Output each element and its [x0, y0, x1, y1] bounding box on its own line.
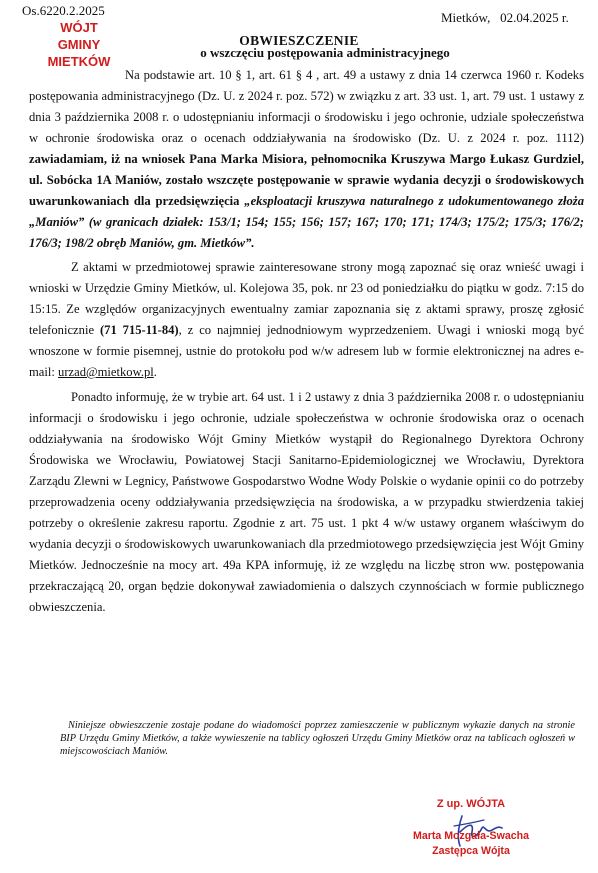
document-subtitle: o wszczęciu postępowania administracyjnego	[200, 45, 450, 60]
paragraph-access-text2: , z co najmniej jednodniowym wyprzedzeniem. Uwagi i wnioski mogą być wnoszone w formie pisemnej, ustnie do protokołu pod w/w adresem lub w formie elektronicznej na adres e-mail:	[29, 323, 584, 379]
paragraph-procedure: Ponadto informuję, że w trybie art. 64 ust. 1 i 2 ustawy z dnia 3 października 2008 r. o udostępnianiu informacji o środowisku i jego ochronie, udziale społeczeństwa w ochronie środowiska oraz o ocenach oddziaływania na środowisko Wójt Gminy Mietków wystąpił do Regionalnego Dyrektora Ochrony Środowiska we Wrocławiu, Powiatowej Stacji Sanitarno-Epidemiologicznej we Wrocławiu, Dyrektora Zarządu Zlewni w Legnicy, Państwowe Gospodarstwo Wodne Wody Polskie o wydanie opinii co do potrzeby przeprowadzenia oceny oddziaływania przedsięwzięcia na środowiska, a w przypadku stwierdzenia takiej potrzeby o określenie zakresu raportu. Zgodnie z art. 75 ust. 1 pkt 4 w/w ustawy organem właściwym do wydania decyzji o środowiskowych uwarunkowaniach dla przedmiotowego przedsięwzięcia jest Wójt Gminy Mietków. Jednocześnie na mocy art. 49a KPA informuję, iż ze względu na liczbę stron ww. postępowania przekraczającą 20, organ będzie dokonywał zawiadomienia o dalszych czynnościach w formie publicznego obwieszczenia.	[29, 390, 584, 614]
office-stamp-line2: MIETKÓW	[47, 54, 111, 69]
case-reference: Os.6220.2.2025	[22, 3, 105, 18]
paragraph-notice-project: „eksploatacji kruszywa naturalnego z udokumentowanego złoża „Maniów” (w granicach działek: 153/1; 154; 155; 156; 157; 167; 170; 171; 174/3; 175/2; 175/3; 176/2; 176/3; 198/2 obręb Maniów, gm. Mietków”.	[29, 194, 584, 250]
signatory-role: Zastępca Wójta	[432, 845, 510, 857]
office-stamp-line1: WÓJT GMINY	[57, 20, 101, 52]
paragraph-notice-bold: zawiadamiam, iż na wniosek Pana Marka Misiora, pełnomocnika Kruszywa Margo Łukasz Gurdziel, ul. Sobócka 1A Maniów, zostało wszczęte postępowanie w sprawie wydania decyzji o środowiskowych uwarunkowaniach dla przedsięwzięcia	[29, 152, 584, 208]
signature-zup: Z up. WÓJTA	[436, 798, 506, 810]
paragraph-access-text1: Z aktami w przedmiotowej sprawie zainteresowane strony mogą zapoznać się oraz wnieść uwagi i wnioski w Urzędzie Gminy Mietków, ul. Kolejowa 35, pok. nr 23 od poniedziałku do piątku w godz. 7:15 do 15:15. Ze względów organizacyjnych ewentualny zamiar zapoznania się z aktami sprawy, proszę zgłosić telefonicznie	[29, 260, 584, 337]
signatory-name: Marta Mozgała-Swacha	[413, 830, 529, 842]
document-title: OBWIESZCZENIE	[239, 33, 359, 48]
email-link[interactable]: urzad@mietkow.pl	[58, 365, 154, 379]
paragraph-access-text3: .	[153, 365, 157, 379]
paragraph-access	[29, 257, 584, 383]
publication-note: Niniejsze obwieszczenie zostaje podane do wiadomości poprzez zamieszczenie w publicznym wykazie danych na stronie BIP Urzędu Gminy Mietków, a także wywieszenie na tablicy ogłoszeń Urzędu Gminy Mietków oraz na tablicach ogłoszeń w miejscowościach Maniów.	[60, 720, 575, 757]
phone-number: (71 715-11-84)	[99, 323, 179, 337]
place-date: Mietków, 02.04.2025 r.	[441, 10, 569, 25]
paragraph-notice-intro: Na podstawie art. 10 § 1, art. 61 § 4 , art. 49 a ustawy z dnia 14 czerwca 1960 r. Kodeks postępowania administracyjnego (Dz. U. z 2024 r. poz. 572) w związku z art. 33 ust. 1, art. 79 ust. 1 ustawy z dnia 3 października 2008 r. o udostępnianiu informacji o środowisku i jego ochronie, udziale społeczeństwa w ochronie środowiska oraz o ocenach oddziaływania na środowisko (Dz. U. z 2024 r. poz. 1112)	[29, 68, 584, 145]
document-body	[29, 65, 584, 618]
paragraph-notice	[29, 65, 584, 254]
